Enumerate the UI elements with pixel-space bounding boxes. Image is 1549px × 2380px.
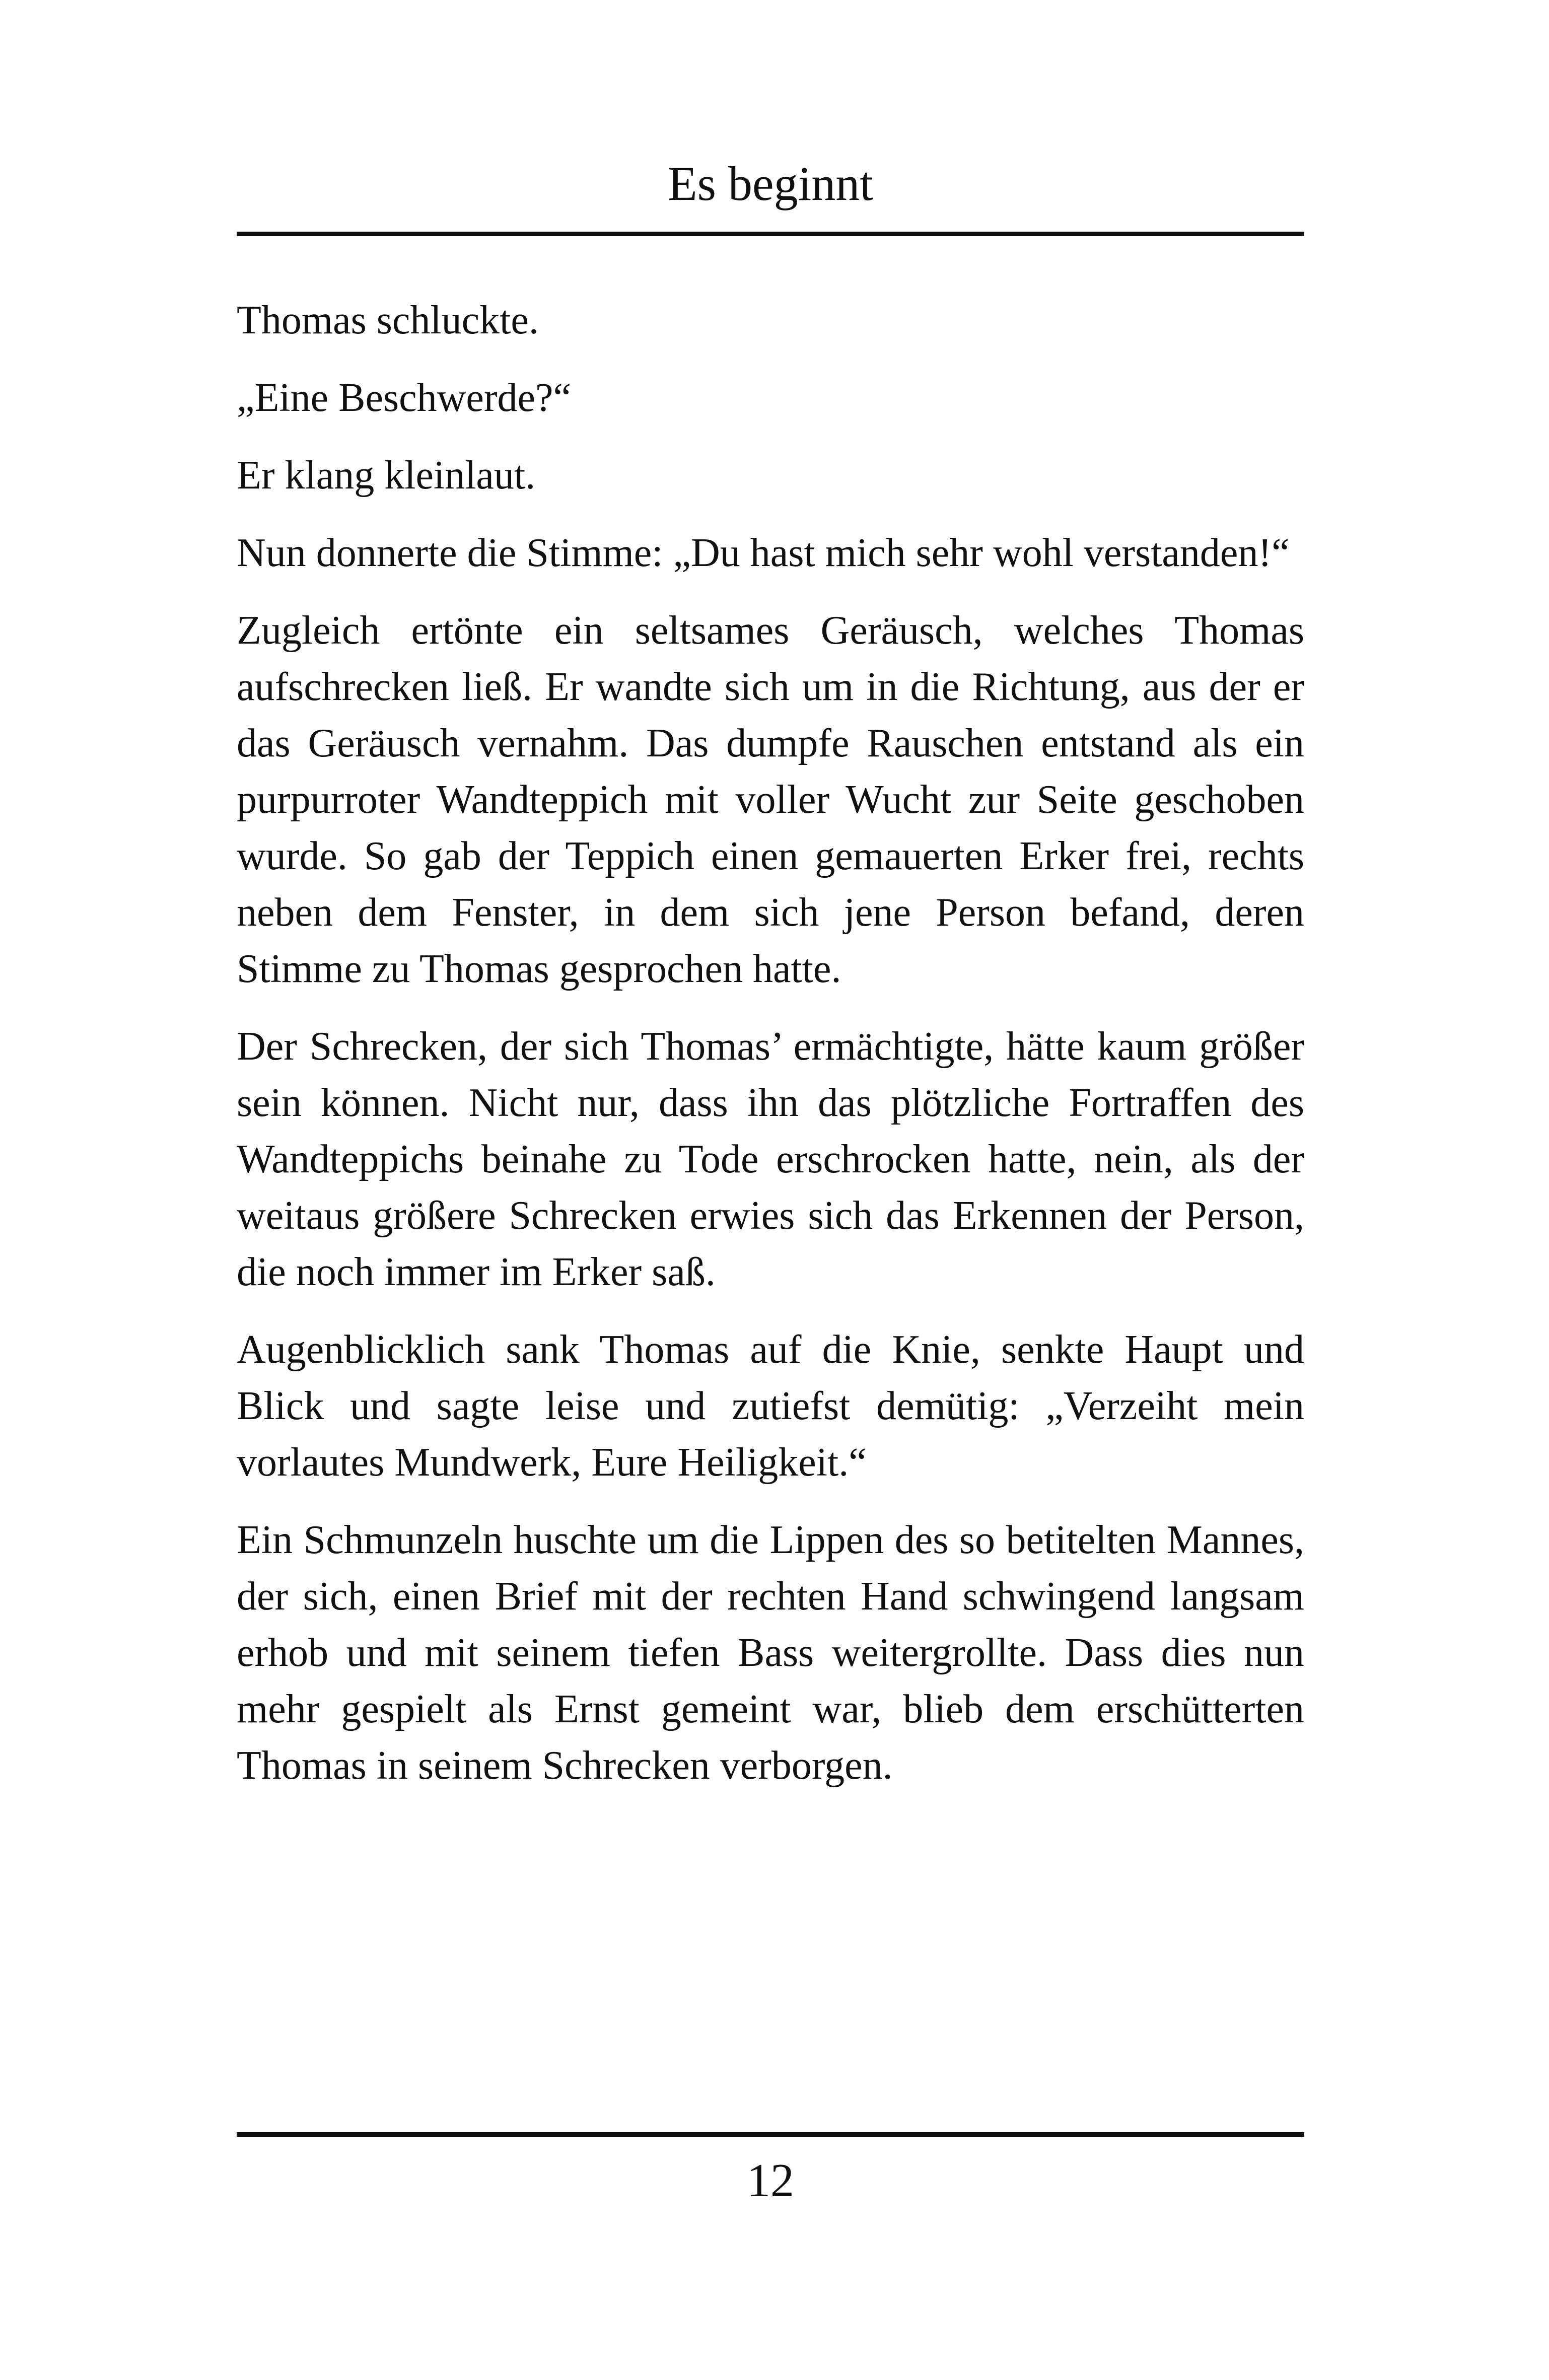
paragraph: Thomas schluckte.: [237, 298, 539, 342]
paragraph: Er klang kleinlaut.: [237, 453, 536, 498]
body-text: [237, 292, 1304, 1815]
header-rule: [237, 232, 1304, 236]
paragraph: Augenblicklich sank Thomas auf die Knie, senkte Haupt und Blick und sagte leise und zutiefst demütig: „Verzeiht mein vorlautes Mundwerk, Eure Heiligkeit.“: [237, 1327, 1304, 1485]
paragraph: Nun donnerte die Stimme: „Du hast mich sehr wohl verstanden!“: [237, 531, 1290, 575]
paragraph: Der Schrecken, der sich Thomas’ ermächtigte, hätte kaum größer sein können. Nicht nur, dass ihn das plötzliche Fortraffen des Wandteppichs beinahe zu Tode erschrocken hatte, nein, als der weitaus größere Schrecken erwies sich das Erkennen der Person, die noch immer im Erker saß.: [237, 1024, 1304, 1294]
paragraph: „Eine Beschwerde?“: [237, 376, 572, 420]
paragraph: Zugleich ertönte ein seltsames Geräusch, welches Thomas aufschrecken ließ. Er wandte sich um in die Richtung, aus der er das Geräusch vernahm. Das dumpfe Rauschen entstand als ein purpurroter Wandteppich mit voller Wucht zur Seite geschoben wurde. So gab der Teppich einen gemauerten Erker frei, rechts neben dem Fenster, in dem sich jene Person befand, deren Stimme zu Thomas gesprochen hatte.: [237, 608, 1304, 991]
running-title: Es beginnt: [668, 157, 873, 211]
paragraph: Ein Schmunzeln huschte um die Lippen des so betitelten Mannes, der sich, einen Brief mit der rechten Hand schwingend langsam erhob und mit seinem tiefen Bass weitergrollte. Dass dies nun mehr gespielt als Ernst gemeint war, blieb dem erschütterten Thomas in seinem Schrecken verborgen.: [237, 1518, 1304, 1788]
page-number: 12: [747, 2154, 794, 2207]
footer-rule: [237, 2132, 1304, 2137]
